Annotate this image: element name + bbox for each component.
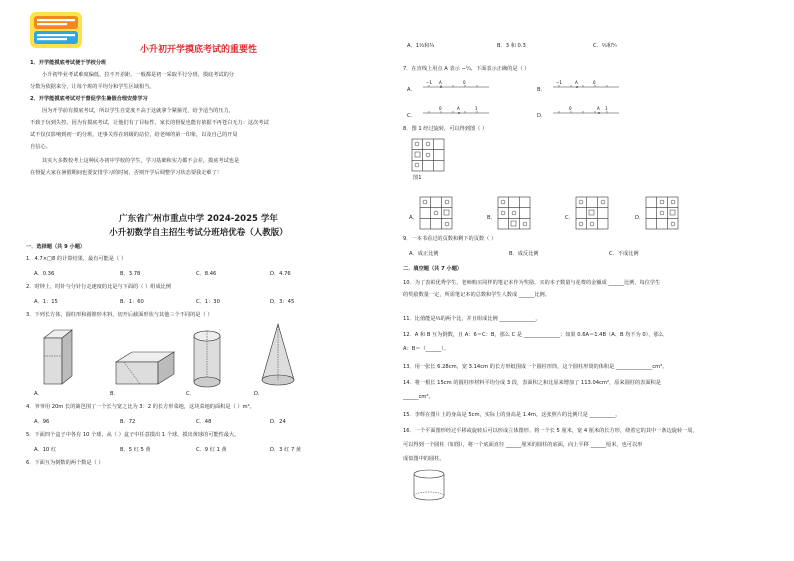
q4-option-c[interactable]: C．48 bbox=[196, 419, 212, 425]
exam-title-line-2: 小升初数学自主招生考试分班培优卷（人教版） bbox=[109, 228, 288, 238]
q1-option-d[interactable]: D．4.76 bbox=[270, 271, 291, 277]
q16-cylinder-figure bbox=[411, 468, 451, 504]
question-14-line: ______cm²。 bbox=[403, 394, 434, 400]
q6-option-b[interactable]: B．3 和 0.3 bbox=[497, 43, 526, 49]
q7-option-a[interactable]: A． bbox=[407, 87, 416, 93]
question-11: 11．比值能是⅓的两个比，并且组成比例 ______________。 bbox=[403, 316, 541, 322]
svg-text:A: A bbox=[457, 106, 460, 111]
question-10-line: 10．为了表彰优秀学生，老师购买同样的笔记本作为奖励，买的本子数量与花费的金额成 ______比例，每位学生 bbox=[403, 280, 661, 286]
q2-option-d[interactable]: D．3：45 bbox=[270, 299, 295, 305]
q8-option-c[interactable]: C． bbox=[565, 215, 574, 221]
ad-point-3-line: 在督促大家在暑假期间也要安排学习的时间，否则开学后调整学习状态要我走难了！ bbox=[30, 170, 222, 176]
svg-text:−1: −1 bbox=[426, 80, 432, 85]
q7-numberline-d bbox=[551, 106, 621, 118]
exam-title-line-1: 广东省广州市重点中学 2024-2025 学年 bbox=[119, 214, 278, 224]
q2-option-c[interactable]: C．1：30 bbox=[196, 299, 220, 305]
q4-option-d[interactable]: D．24 bbox=[270, 419, 286, 425]
ad-point-1-line: 分数为依据来分，让每个班的平均分和学生区域相当。 bbox=[30, 84, 155, 90]
q7-option-d[interactable]: D． bbox=[537, 113, 547, 119]
q5-option-b[interactable]: B．5 红 5 黄 bbox=[120, 447, 151, 453]
q8-option-b[interactable]: B． bbox=[487, 215, 496, 221]
q6-option-c[interactable]: C．⅔和⁵⁄₇ bbox=[593, 43, 618, 49]
q3-cylinder-figure bbox=[190, 326, 228, 388]
question-2: 2．时钟上，时针与分针行走速度的比是与下面的（ ）组成比例 bbox=[26, 284, 172, 290]
question-4: 4．爷爷用 20m 长的篱笆围了一个长与宽之比为 3：2 的长方形菜地，这块菜地的面积是（ ）m²。 bbox=[26, 404, 255, 410]
q4-option-a[interactable]: A．96 bbox=[34, 419, 50, 425]
ad-point-1-heading: 1．开学能摸底考试便于学校分班 bbox=[30, 60, 107, 66]
q7-numberline-c bbox=[421, 106, 491, 118]
q3-cuboid-figure bbox=[40, 326, 76, 388]
svg-text:0: 0 bbox=[569, 106, 572, 111]
question-5: 5．下面四个盒子中各有 10 个球，从（ ）盒子中任意摸出 1 个球，摸出黄球的可能性最大。 bbox=[26, 432, 240, 438]
question-13: 13．用一张长 6.28cm，宽 3.14cm 的长方形纸围成一个圆柱形筒，这个圆柱形筒的体积是 ______________cm³。 bbox=[403, 364, 668, 370]
question-8: 8．图 1 经过旋转，可以得到图（ ） bbox=[403, 126, 488, 132]
question-12-line: A：B＝（______）。 bbox=[403, 346, 450, 352]
svg-text:1: 1 bbox=[475, 106, 478, 111]
ad-point-2-heading: 2．开学能摸底考试对于督促学生暑假合理安排学习 bbox=[30, 96, 148, 102]
ad-title: 小升初开学摸底考试的重要性 bbox=[139, 45, 257, 55]
question-15: 15．李辉在图片上的身高是 5cm，实际上的身高是 1.4m，这张照片的比例尺是 __________。 bbox=[403, 412, 621, 418]
svg-text:0: 0 bbox=[593, 80, 596, 85]
question-10-line: 的奖励数量一定，所需笔记本的总数和学生人数成 ______比例。 bbox=[403, 292, 550, 298]
q5-option-d[interactable]: D．3 红 7 黄 bbox=[270, 447, 302, 453]
q8-option-c-grid bbox=[575, 196, 609, 230]
q6-option-a[interactable]: A．1⅓和¾ bbox=[407, 43, 435, 49]
q7-option-b[interactable]: B． bbox=[537, 87, 546, 93]
q3-cone-figure bbox=[258, 322, 298, 388]
svg-text:A: A bbox=[575, 80, 578, 85]
q8-figure-1 bbox=[411, 138, 445, 172]
question-1: 1．4.7×□8 的计算结果，最有可能是（ ） bbox=[26, 256, 127, 262]
q3-option-b[interactable]: B． bbox=[110, 391, 119, 397]
question-9: 9．一本书看过的页数和剩下的页数（ ） bbox=[403, 236, 497, 242]
q8-figure-caption: 图1 bbox=[413, 175, 422, 181]
q1-option-b[interactable]: B．3.78 bbox=[120, 271, 141, 277]
q5-option-a[interactable]: A．10 红 bbox=[34, 447, 57, 453]
svg-text:−1: −1 bbox=[556, 80, 562, 85]
question-16-line: 可以得到一个圆柱（如图），将一个底面直径 ______厘米的圆柱的底面，向上平移 ______厘米，也可以形 bbox=[403, 442, 643, 448]
q3-option-a[interactable]: A． bbox=[34, 391, 43, 397]
q3-flat-cuboid-figure bbox=[114, 348, 176, 388]
question-3: 3．下列长方体，圆柱形和圆锥形木料，切开后截面形状与其他三个不同的是（ ） bbox=[26, 312, 213, 318]
svg-text:0: 0 bbox=[463, 80, 466, 85]
q7-option-c[interactable]: C． bbox=[407, 113, 416, 119]
ad-point-2-line: 因为开学前有摸底考试，所以学生自觉度不高于这就拿个紧箍咒，给予适当的压力， bbox=[42, 108, 234, 114]
question-14-line: 14．将一根长 15cm 的圆柱形材料平均分成 3 段，表面积之和比原来增加了 113.04cm²，原来圆柱的表面积是 bbox=[403, 380, 661, 386]
q1-option-a[interactable]: A．0.36 bbox=[34, 271, 55, 277]
ad-point-2-line: 不致于玩到失控。因为有摸底考试，让他们有了目标性，家长的督促也能有依据不再苍白无力：这次考试 bbox=[30, 120, 269, 126]
question-16-line: 16．一个平面图形经过平移或旋转后可以形成立体图形。将一个长 5 厘米，宽 4 厘米的长方形，绕着它的其中一条边旋转一周， bbox=[403, 428, 698, 434]
question-16-line: 成似图中的圆柱。 bbox=[403, 456, 445, 462]
q8-option-a-grid bbox=[419, 196, 453, 230]
q8-option-d-grid bbox=[645, 196, 679, 230]
q9-option-b[interactable]: B．成反比例 bbox=[509, 251, 539, 257]
q5-option-c[interactable]: C．9 红 1 黄 bbox=[196, 447, 227, 453]
section-fill-heading: 二．填空题（共 7 小题） bbox=[403, 266, 463, 272]
q3-option-c[interactable]: C． bbox=[186, 391, 195, 397]
q8-option-b-grid bbox=[497, 196, 531, 230]
question-12-line: 12．A 和 B 互为倒数，且 A：6＝C：B，那么 C 是 ______________；如果 0.6A＝1.4B（A、B 均不为 0），那么 bbox=[403, 332, 664, 338]
question-7: 7．在直线上用点 A 表示 −¼，下面表示正确的是（ ） bbox=[403, 66, 530, 72]
q9-option-c[interactable]: C．不成比例 bbox=[609, 251, 639, 257]
q2-option-b[interactable]: B．1：60 bbox=[120, 299, 144, 305]
q1-option-c[interactable]: C．8.46 bbox=[196, 271, 217, 277]
ad-point-1-line: 小升初毕业考试难度偏低，拉不开差距。一般都是初一采取平行分班，摸底考试的分 bbox=[42, 72, 234, 78]
ad-point-2-line: 自信心。 bbox=[30, 144, 51, 150]
ad-point-2-line: 试不仅仅影响到初一的分班，还事关你在班级的站位，给老师的第一印象，以及自己的开局 bbox=[30, 132, 238, 138]
question-6: 6．下面互为倒数的两个数是（ ） bbox=[26, 460, 104, 466]
q3-option-d[interactable]: D． bbox=[254, 391, 264, 397]
q4-option-b[interactable]: B．72 bbox=[120, 419, 136, 425]
section-choice-heading: 一．选择题（共 9 小题） bbox=[26, 244, 86, 250]
q8-option-d[interactable]: D． bbox=[635, 215, 645, 221]
svg-text:A: A bbox=[439, 80, 442, 85]
svg-text:1: 1 bbox=[605, 106, 608, 111]
ad-point-3-line: 其实大多数校考上这种民办初中学校的学生，学习基础和实力都不会差，摸底考试也是 bbox=[42, 158, 240, 164]
q7-numberline-b bbox=[551, 80, 621, 92]
svg-text:0: 0 bbox=[439, 106, 442, 111]
q9-option-a[interactable]: A．成正比例 bbox=[409, 251, 439, 257]
q8-option-a[interactable]: A． bbox=[409, 215, 418, 221]
q2-option-a[interactable]: A．1：15 bbox=[34, 299, 58, 305]
q7-numberline-a bbox=[421, 80, 491, 92]
svg-text:A: A bbox=[597, 106, 600, 111]
